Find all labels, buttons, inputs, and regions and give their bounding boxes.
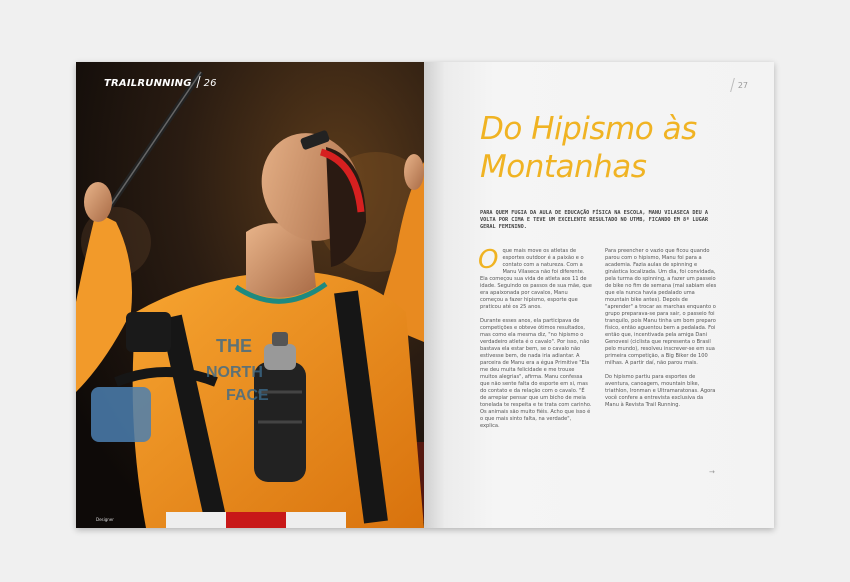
section-header (104, 76, 217, 89)
svg-text:FACE: FACE (226, 387, 269, 404)
svg-text:THE: THE (216, 336, 252, 356)
continue-arrow-icon: → (709, 468, 715, 476)
left-page (76, 62, 424, 528)
right-page (424, 62, 774, 528)
left-page-number: 26 (203, 78, 217, 89)
section-divider (196, 76, 200, 88)
paragraph: Durante esses anos, ela participava de competições e obteve ótimos resultados, mas como ela mesma diz, "no hipismo o verdadeiro atleta é o cavalo". Por isso, não bastava ela estar bem, se o cavalo não estivesse bem, de nada iria adiantar. A parceira de Manu era a égua Primitive "Ela me deu muita felicidade e me trouxe muitos alegrias", afirma. Manu confessa que não sente falta do esporte em si, mas do contato e da relação com o cavalo. "É de arrepiar pensar que um bicho de meia tonelada te respeita e te trata com carinho. Os animais são muito fiéis. Acho que isso é o que mais sinto falta, na verdade", explica. (480, 318, 592, 429)
section-label: TRAILRUNNING (104, 78, 192, 89)
paragraph: que mais move os atletas de esportes outdoor é a paixão e o contato com a natureza. Com a Manu Vilaseca não foi diferente. Ela começou sua vida de atleta aos 11 de idade. Seguindo os passos de sua mãe, que era apaixonada por cavalos, Manu começou a fazer hipismo, esporte que praticou até os 25 anos. (480, 248, 592, 310)
right-page-number-block (732, 78, 748, 92)
page-divider (730, 78, 735, 92)
svg-text:NORTH: NORTH (206, 364, 263, 381)
article-title (480, 110, 770, 186)
right-page-number: 27 (737, 81, 748, 90)
runner-photo (76, 62, 424, 528)
text-column-1 (478, 245, 592, 437)
paragraph: Para preencher o vazio que ficou quando parou com o hipismo, Manu foi para a academia. Fazia aulas de spinning e ginástica localizada. Um dia, foi convidada, pela turma do spinning, a fazer um passeio de bike no fim de semana (mal sabiam eles que ela nunca havia pedalado uma mountain bike antes). Depois de "aprender" a trocar as marchas enquanto o grupo preparava-se para sair, o passeio foi tranquilo, pois Manu tinha um bom preparo físico, então aguentou bem a pedalada. Foi então que, incentivada pela amiga Dani Genovesi (ciclista que representa o Brasil pelo mundo), resolveu inscrever-se em sua primeira competição, a Big Biker de 100 milhas. A partir daí, não parou mais. (605, 248, 717, 366)
title-line-2: Montanhas (480, 149, 647, 185)
paragraph: Do hipismo partiu para esportes de aventura, canoagem, mountain bike, triathlon, Ironman e Ultramaratonas. Agora você confere a entrevista exclusiva da Manu à Revista Trail Running. (605, 374, 716, 408)
left-footer: Designer (96, 517, 114, 522)
text-column-2 (605, 248, 717, 416)
magazine-spread (76, 62, 774, 528)
title-line-1: Do Hipismo às (480, 111, 697, 147)
drop-cap: O (478, 245, 499, 275)
article-lede: PARA QUEM FUGIA DA AULA DE EDUCAÇÃO FÍSICA NA ESCOLA, MANU VILASECA DEU A VOLTA POR CIMA E TEVE UM EXCELENTE RESULTADO NO UTMB, FICANDO EM 8º LUGAR GERAL FEMININO. (480, 210, 708, 230)
